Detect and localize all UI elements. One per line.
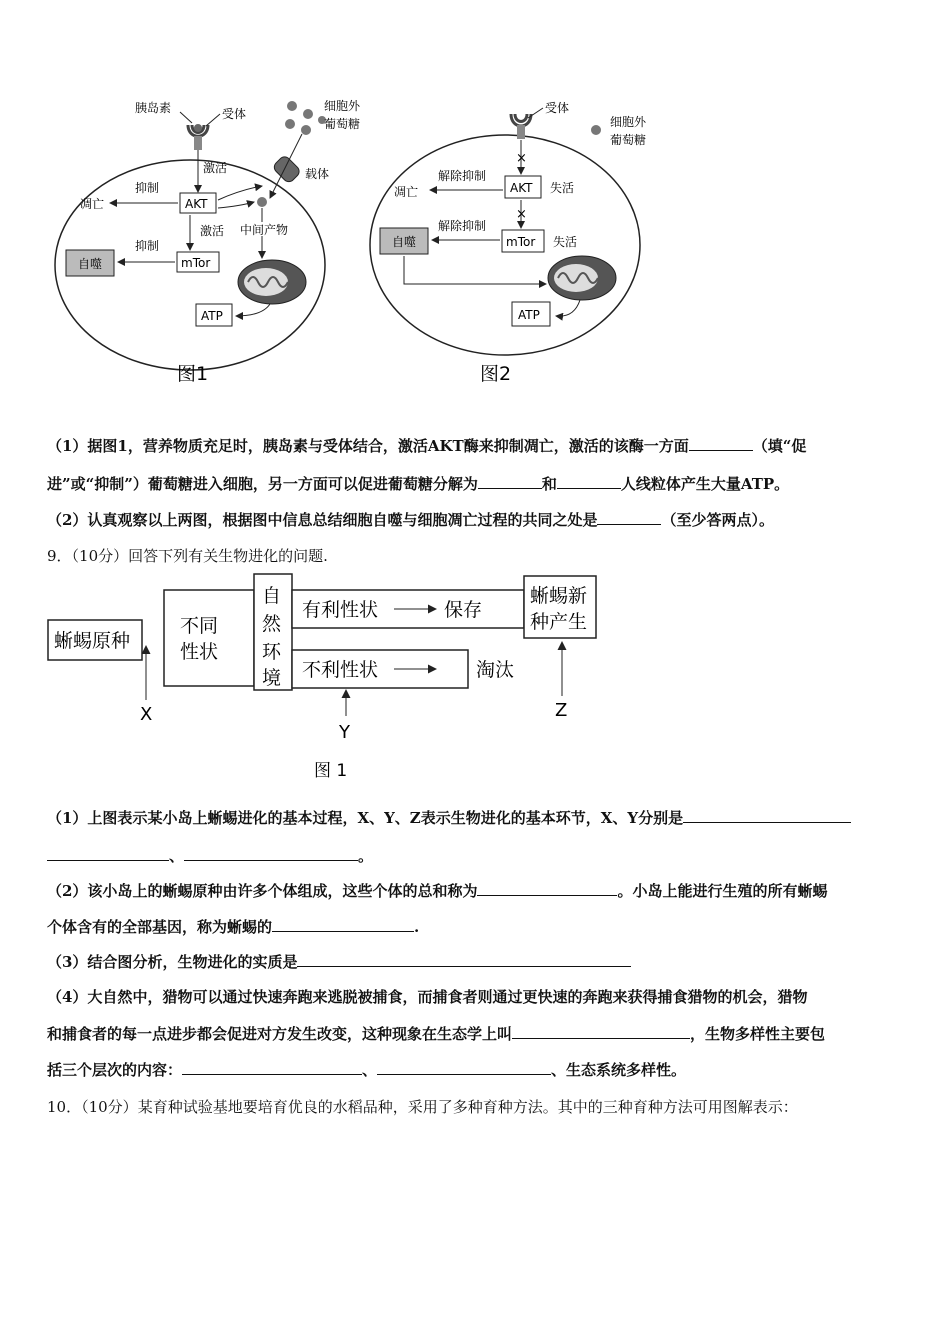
receptor-label: 受体 <box>545 101 570 115</box>
release-label-2: 解除抑制 <box>438 219 487 233</box>
activate-label-2: 激活 <box>200 224 225 238</box>
environment-label: 自 <box>262 585 282 607</box>
mtor-label: mTor <box>506 235 536 249</box>
original-species-label: 蜥蜴原种 <box>54 630 131 652</box>
inhibit-label-1: 抑制 <box>135 181 160 195</box>
answer-blank[interactable] <box>512 1024 690 1039</box>
q9-part4-line2: 和捕食者的每一点进步都会促进对方发生改变，这种现象在生态学上叫 ，生物多样性主要包 <box>47 1025 826 1043</box>
blocked-mark-2: × <box>516 207 527 222</box>
glucose-label: 细胞外 <box>324 99 361 113</box>
new-species-label-2: 种产生 <box>530 611 588 633</box>
glucose-label-2: 葡萄糖 <box>324 117 361 131</box>
figure-1 <box>40 90 361 390</box>
environment-label-2: 然 <box>262 613 282 635</box>
answer-blank[interactable] <box>689 436 753 451</box>
answer-blank[interactable] <box>182 1060 362 1075</box>
q8-part1-line2: 进”或“抑制”）葡萄糖进入细胞，另一方面可以促进葡萄糖分解为 和 人线粒体产生大量ATP。 <box>47 475 790 493</box>
q9-part4-line3: 括三个层次的内容： 、 、生态系统多样性。 <box>47 1061 687 1079</box>
insulin-molecule <box>194 124 202 132</box>
inactive-label-2: 失活 <box>553 235 578 249</box>
mitochondrion-icon <box>238 260 306 304</box>
q9-part4-line1: （4）大自然中，猎物可以通过快速奔跑来逃脱被捕食，而捕食者则通过更快速的奔跑来获得捕食猎物的机会，猎物 <box>47 988 808 1006</box>
receptor-stem <box>517 125 525 139</box>
q10-title: 10．（10分）某育种试验基地要培育优良的水稻品种，采用了多种育种方法。其中的三种育种方法可用图解表示： <box>47 1098 798 1116</box>
mtor-label: mTor <box>181 256 211 270</box>
figure-2 <box>360 90 660 390</box>
different-traits-box <box>164 590 254 686</box>
mitochondrion-icon <box>548 256 616 300</box>
intermediate-label: 中间产物 <box>240 223 289 237</box>
figure-1-caption: 图1 <box>177 363 209 385</box>
preserve-label: 保存 <box>444 599 483 621</box>
environment-label-3: 环 <box>262 641 282 663</box>
receptor-label: 受体 <box>222 107 247 121</box>
autophagy-label: 自噬 <box>392 235 417 249</box>
answer-blank[interactable] <box>597 510 661 525</box>
inactive-label-1: 失活 <box>550 181 575 195</box>
unfavorable-label: 不利性状 <box>302 659 379 681</box>
insulin-label: 胰岛素 <box>135 101 172 115</box>
figure-2-caption: 图2 <box>480 363 512 385</box>
answer-blank[interactable] <box>377 1060 551 1075</box>
q9-part2-line1: （2）该小岛上的蜥蜴原种由许多个体组成，这些个体的总和称为 。小岛上能进行生殖的所有蜥蜴 <box>47 882 828 900</box>
q9-part1-line1: （1）上图表示某小岛上蜥蜴进化的基本过程，X、Y、Z表示生物进化的基本环节，X、Y分别是 <box>47 808 907 828</box>
q9-part2-line2: 个体含有的全部基因，称为蜥蜴的 . <box>47 918 420 936</box>
new-species-label: 蜥蜴新 <box>530 585 588 607</box>
diagram-caption: 图 1 <box>314 761 348 781</box>
answer-blank[interactable] <box>47 846 169 861</box>
release-label-1: 解除抑制 <box>438 169 487 183</box>
answer-blank[interactable] <box>297 952 631 967</box>
intermediate-dot <box>257 197 267 207</box>
carrier-label: 载体 <box>305 167 330 181</box>
akt-label: AKT <box>510 181 533 195</box>
glucose-label-2: 葡萄糖 <box>610 133 647 147</box>
answer-blank[interactable] <box>272 917 414 932</box>
answer-blank[interactable] <box>557 474 621 489</box>
glucose-label: 细胞外 <box>610 115 647 129</box>
autophagy-label: 自噬 <box>78 257 103 271</box>
z-label: Z <box>555 700 568 721</box>
q9-title: 9．（10分）回答下列有关生物进化的问题. <box>47 547 328 565</box>
x-label: X <box>140 704 153 725</box>
answer-blank[interactable] <box>478 474 542 489</box>
receptor-shape <box>511 114 531 126</box>
akt-label: AKT <box>185 197 208 211</box>
q8-part1-line1: （1）据图1，营养物质充足时，胰岛素与受体结合，激活AKT酶来抑制凋亡，激活的该酶一方面 （填“促 <box>47 437 807 455</box>
eliminate-label: 淘汰 <box>476 659 515 681</box>
glucose-dot <box>591 125 601 135</box>
apoptosis-label: 凋亡 <box>80 197 105 211</box>
atp-label: ATP <box>201 309 223 323</box>
favorable-label: 有利性状 <box>302 599 379 621</box>
evolution-diagram <box>40 572 620 792</box>
y-label: Y <box>339 722 350 743</box>
q8-part2: （2）认真观察以上两图，根据图中信息总结细胞自噬与细胞凋亡过程的共同之处是 （至少答两点）。 <box>47 511 774 529</box>
inhibit-label-2: 抑制 <box>135 239 160 253</box>
answer-blank[interactable] <box>477 881 617 896</box>
glucose-dots <box>285 101 326 135</box>
receptor-stem <box>194 136 202 150</box>
different-traits-label: 不同 <box>180 615 219 637</box>
q9-part3: （3）结合图分析，生物进化的实质是 <box>47 952 907 972</box>
blocked-mark-1: × <box>516 151 527 166</box>
q9-part1-line2: 、 。 <box>47 846 907 866</box>
answer-blank[interactable] <box>184 846 358 861</box>
apoptosis-label: 凋亡 <box>394 185 419 199</box>
environment-label-4: 境 <box>262 667 282 689</box>
answer-blank[interactable] <box>683 808 851 823</box>
different-traits-label-2: 性状 <box>180 641 219 663</box>
activate-label-1: 激活 <box>203 161 228 175</box>
atp-label: ATP <box>518 308 540 322</box>
carrier-protein <box>272 154 302 184</box>
